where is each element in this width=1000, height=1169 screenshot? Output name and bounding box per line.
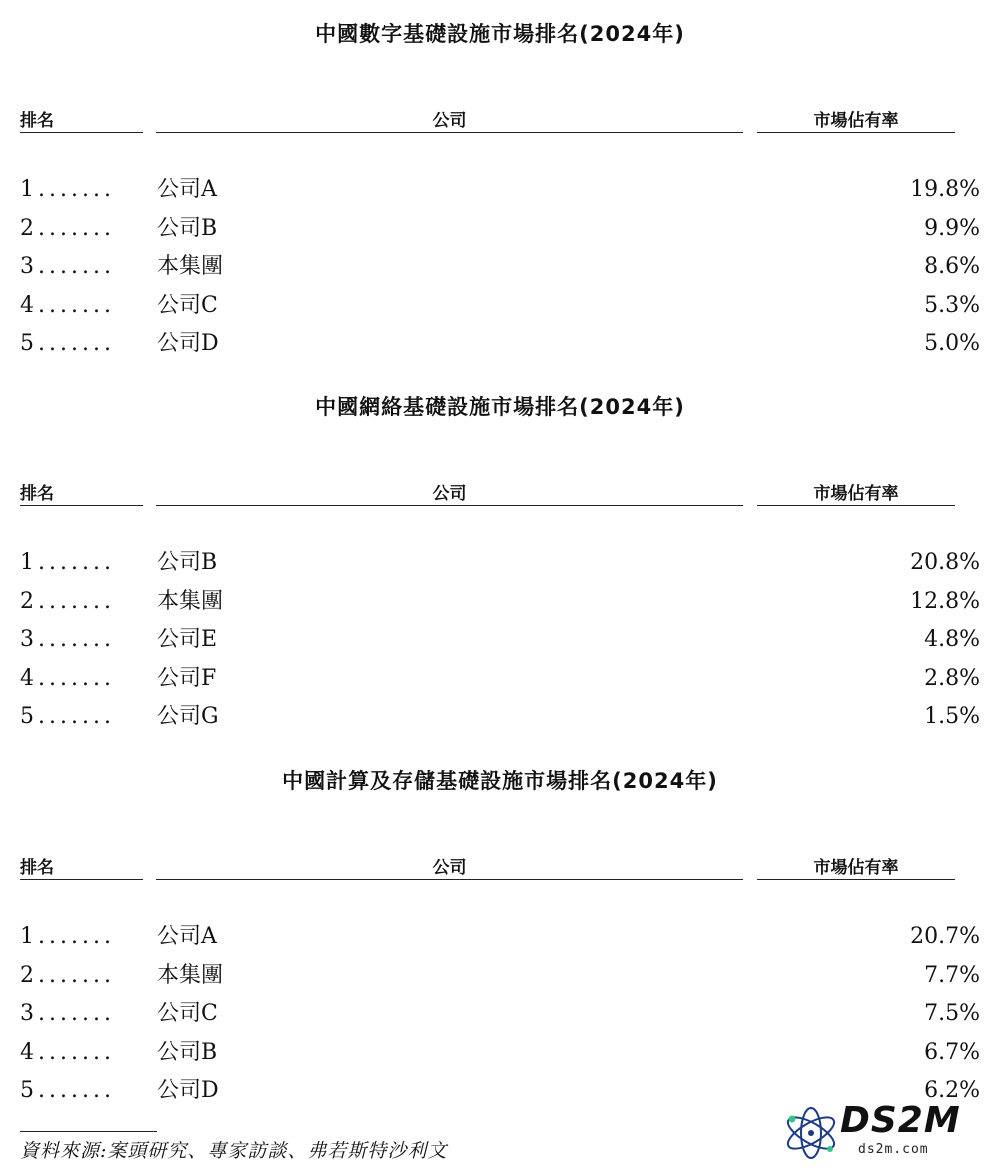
header-rule bbox=[757, 505, 955, 506]
dot-leader: ....... bbox=[38, 177, 115, 202]
rank-number: 2 bbox=[20, 215, 34, 241]
company-name: 公司D bbox=[157, 331, 219, 356]
dot-leader: ....... bbox=[38, 588, 115, 614]
company-name: 公司A bbox=[157, 177, 217, 202]
table-row bbox=[0, 961, 1000, 1000]
company-name: 公司E bbox=[157, 627, 218, 652]
dot-leader: ....... bbox=[38, 1001, 115, 1026]
ranking-rows bbox=[0, 922, 1000, 1115]
company-name: 公司F bbox=[157, 665, 217, 691]
header-rule bbox=[20, 879, 143, 880]
watermark bbox=[780, 1098, 970, 1164]
table-row bbox=[0, 252, 1000, 291]
table-row bbox=[0, 625, 1000, 664]
market-share-value: 2.8% bbox=[924, 665, 980, 691]
market-share-value: 20.7% bbox=[910, 924, 980, 949]
market-share-value: 7.7% bbox=[924, 962, 980, 988]
dot-leader: ....... bbox=[38, 292, 115, 318]
rank-number: 5 bbox=[20, 331, 34, 356]
dot-leader: ....... bbox=[38, 254, 115, 279]
rank-number: 4 bbox=[20, 665, 34, 691]
header-rule bbox=[20, 132, 143, 133]
market-share-value: 6.7% bbox=[924, 1039, 980, 1065]
header-rank: 排名 bbox=[20, 484, 54, 504]
header-rank: 排名 bbox=[20, 111, 54, 131]
ranking-rows bbox=[0, 548, 1000, 741]
company-name: 公司B bbox=[157, 1039, 218, 1065]
dot-leader: ....... bbox=[38, 331, 115, 356]
market-share-value: 9.9% bbox=[924, 215, 980, 241]
header-rule bbox=[20, 505, 143, 506]
dot-leader: ....... bbox=[38, 550, 115, 575]
header-rule bbox=[757, 879, 955, 880]
company-name: 本集團 bbox=[157, 588, 224, 614]
header-rule bbox=[156, 505, 743, 506]
company-name: 公司C bbox=[157, 292, 218, 318]
table-row bbox=[0, 1038, 1000, 1077]
dot-leader: ....... bbox=[38, 1039, 115, 1065]
market-share-value: 5.0% bbox=[924, 331, 980, 356]
rank-number: 5 bbox=[20, 704, 34, 729]
header-market-share: 市場佔有率 bbox=[813, 484, 899, 504]
rank-number: 2 bbox=[20, 588, 34, 614]
atom-logo-icon bbox=[780, 1104, 842, 1162]
rank-number: 5 bbox=[20, 1078, 34, 1103]
table-row bbox=[0, 922, 1000, 961]
header-rule bbox=[156, 879, 743, 880]
rank-number: 2 bbox=[20, 962, 34, 988]
dot-leader: ....... bbox=[38, 627, 115, 652]
market-share-value: 7.5% bbox=[924, 1001, 980, 1026]
header-rule bbox=[757, 132, 955, 133]
dot-leader: ....... bbox=[38, 924, 115, 949]
market-share-value: 5.3% bbox=[924, 292, 980, 318]
header-company: 公司 bbox=[432, 484, 467, 504]
source-divider bbox=[20, 1131, 157, 1132]
dot-leader: ....... bbox=[38, 962, 115, 988]
market-share-value: 19.8% bbox=[910, 177, 980, 202]
watermark-url: ds2m.com bbox=[858, 1142, 929, 1157]
company-name: 本集團 bbox=[157, 254, 224, 279]
ranking-rows bbox=[0, 175, 1000, 368]
market-share-value: 1.5% bbox=[924, 704, 980, 729]
company-name: 公司D bbox=[157, 1078, 219, 1103]
table-row bbox=[0, 329, 1000, 368]
section-title: 中國數字基礎設施市場排名(2024年) bbox=[315, 22, 685, 46]
table-row bbox=[0, 214, 1000, 253]
source-note: 資料來源:案頭研究、專家訪談、弗若斯特沙利文 bbox=[20, 1140, 448, 1162]
table-row bbox=[0, 999, 1000, 1038]
table-row bbox=[0, 175, 1000, 214]
dot-leader: ....... bbox=[38, 1078, 115, 1103]
rank-number: 3 bbox=[20, 627, 34, 652]
company-name: 公司B bbox=[157, 550, 218, 575]
table-row bbox=[0, 664, 1000, 703]
dot-leader: ....... bbox=[38, 665, 115, 691]
table-row bbox=[0, 702, 1000, 741]
company-name: 公司G bbox=[157, 704, 219, 729]
rank-number: 1 bbox=[20, 177, 34, 202]
table-row bbox=[0, 291, 1000, 330]
rank-number: 3 bbox=[20, 254, 34, 279]
company-name: 公司B bbox=[157, 215, 218, 241]
header-company: 公司 bbox=[432, 858, 467, 878]
market-share-value: 4.8% bbox=[924, 627, 980, 652]
watermark-logo-text: DS2M bbox=[840, 1100, 961, 1141]
market-share-value: 6.2% bbox=[924, 1078, 980, 1103]
market-share-value: 8.6% bbox=[924, 254, 980, 279]
section-title: 中國計算及存儲基礎設施市場排名(2024年) bbox=[282, 769, 718, 793]
rank-number: 1 bbox=[20, 550, 34, 575]
market-share-value: 20.8% bbox=[910, 550, 980, 575]
header-rule bbox=[156, 132, 743, 133]
company-name: 本集團 bbox=[157, 962, 224, 988]
table-row bbox=[0, 548, 1000, 587]
rank-number: 4 bbox=[20, 292, 34, 318]
rank-number: 1 bbox=[20, 924, 34, 949]
header-market-share: 市場佔有率 bbox=[813, 111, 899, 131]
market-share-value: 12.8% bbox=[910, 588, 980, 614]
dot-leader: ....... bbox=[38, 215, 115, 241]
dot-leader: ....... bbox=[38, 704, 115, 729]
company-name: 公司A bbox=[157, 924, 217, 949]
header-market-share: 市場佔有率 bbox=[813, 858, 899, 878]
header-company: 公司 bbox=[432, 111, 467, 131]
company-name: 公司C bbox=[157, 1001, 218, 1026]
section-title: 中國網絡基礎設施市場排名(2024年) bbox=[315, 395, 685, 419]
header-rank: 排名 bbox=[20, 858, 54, 878]
rank-number: 3 bbox=[20, 1001, 34, 1026]
table-row bbox=[0, 587, 1000, 626]
rank-number: 4 bbox=[20, 1039, 34, 1065]
